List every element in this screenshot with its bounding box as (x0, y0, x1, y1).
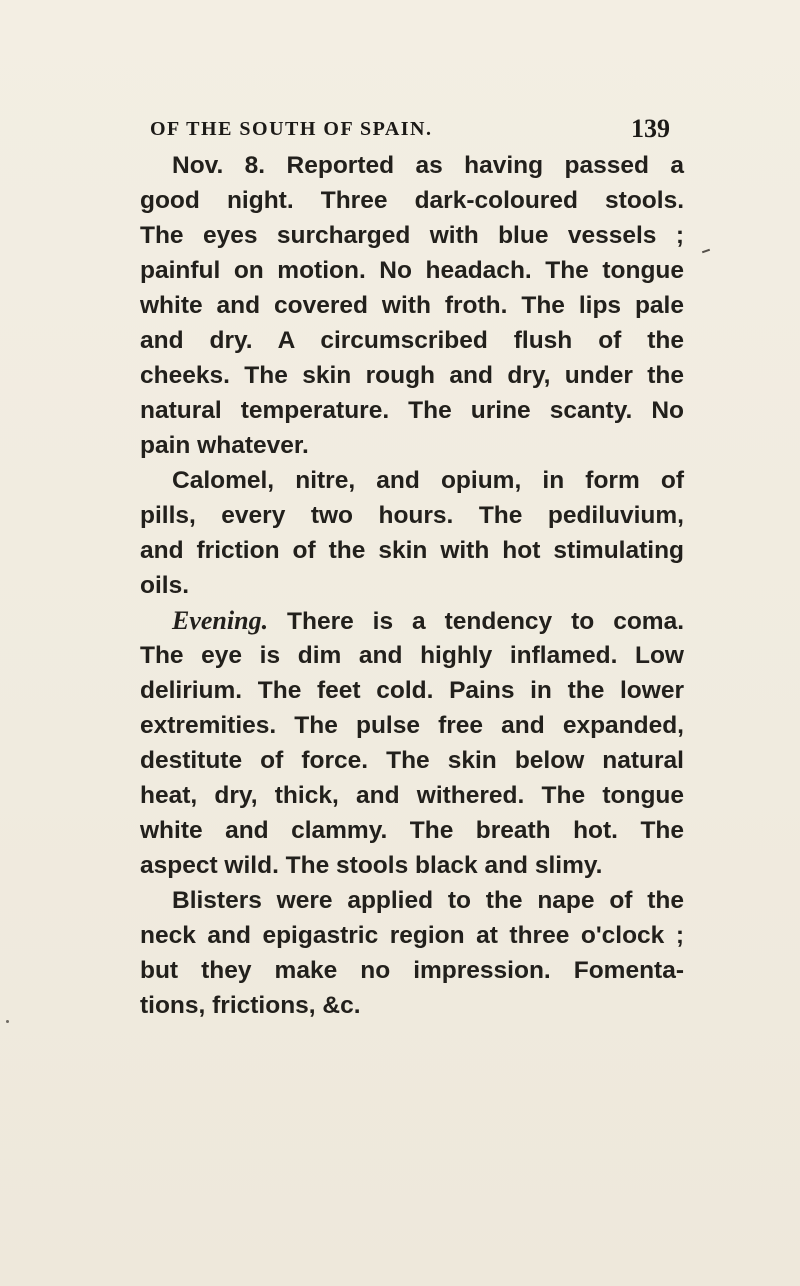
running-head (150, 112, 670, 146)
text-line: white and clammy. The breath hot. The (140, 817, 684, 844)
text-line: good night. Three dark-coloured stools. (140, 187, 684, 214)
text-line: aspect wild. The stools black and slimy. (140, 852, 603, 879)
text-line: pain whatever. (140, 432, 309, 459)
body-text (140, 148, 684, 1023)
margin-dot (6, 1020, 9, 1023)
text-line: pills, every two hours. The pediluvium, (140, 502, 684, 529)
running-head-title: OF THE SOUTH OF SPAIN. (150, 118, 433, 140)
text-line: Calomel, nitre, and opium, in form of (172, 467, 684, 494)
text-line: neck and epigastric region at three o'clock ; (140, 922, 684, 949)
text-line: and dry. A circumscribed flush of the (140, 327, 684, 354)
text-line: but they make no impression. Fomenta- (140, 957, 684, 984)
text-line: The eyes surcharged with blue vessels ; (140, 222, 684, 249)
text-line: and friction of the skin with hot stimulating (140, 537, 684, 564)
text-line: tions, frictions, &c. (140, 992, 361, 1019)
text-line: destitute of force. The skin below natural (140, 747, 684, 774)
text-line: heat, dry, thick, and withered. The tongue (140, 782, 684, 809)
page-number: 139 (631, 114, 670, 143)
text-line: painful on motion. No headach. The tongue (140, 257, 684, 284)
text-fragment: There is a tendency to coma. (268, 608, 684, 635)
evening-heading: Evening. (172, 606, 269, 635)
text-line: delirium. The feet cold. Pains in the lower (140, 677, 684, 704)
text-line-evening (140, 603, 684, 638)
text-line: oils. (140, 572, 190, 599)
text-line: extremities. The pulse free and expanded, (140, 712, 684, 739)
text-line: Nov. 8. Reported as having passed a (172, 152, 684, 179)
text-line: cheeks. The skin rough and dry, under the (140, 362, 684, 389)
margin-mark (702, 249, 710, 254)
text-line: The eye is dim and highly inflamed. Low (140, 642, 684, 669)
text-line: Blisters were applied to the nape of the (172, 887, 684, 914)
text-line: white and covered with froth. The lips pale (140, 292, 684, 319)
text-line: natural temperature. The urine scanty. No (140, 397, 684, 424)
